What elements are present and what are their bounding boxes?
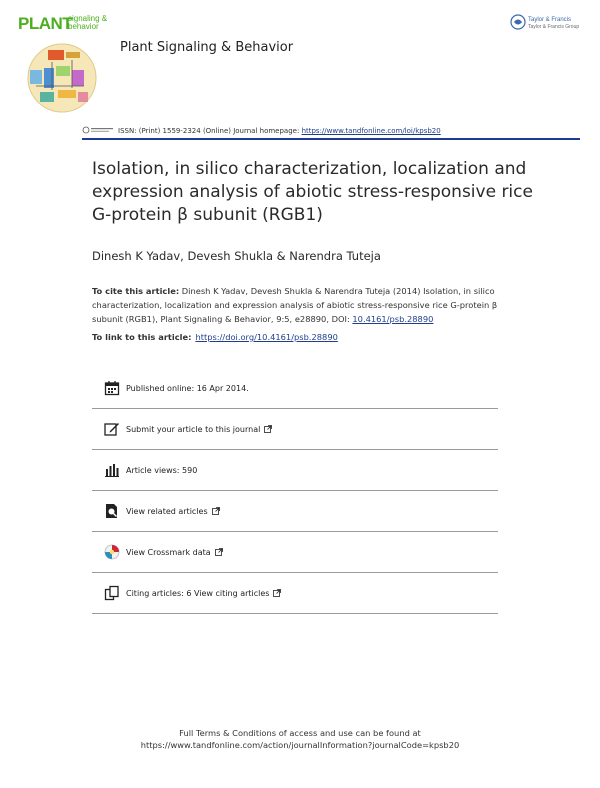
journal-name: Plant Signaling & Behavior — [120, 40, 294, 55]
submit-article-label: Submit your article to this journal — [126, 424, 261, 434]
article-doi-link[interactable]: https://doi.org/10.4161/psb.28890 — [195, 332, 338, 342]
cite-label: To cite this article: — [92, 286, 180, 296]
citation-block — [92, 284, 512, 326]
page-footer — [0, 727, 600, 751]
external-link-icon — [264, 425, 272, 433]
related-articles-link[interactable] — [126, 507, 220, 516]
link-label: To link to this article: — [92, 332, 192, 342]
cite-doi-link[interactable]: 10.4161/psb.28890 — [352, 314, 434, 324]
info-related-articles[interactable] — [92, 491, 498, 532]
publisher-small-logo-icon — [82, 126, 114, 134]
bar-chart-icon — [100, 460, 124, 480]
journal-cover-image — [22, 40, 104, 120]
publisher-group: Taylor & Francis Group — [528, 24, 580, 30]
external-link-icon — [212, 507, 220, 515]
info-citing-articles[interactable] — [92, 573, 498, 614]
related-articles-label: View related articles — [126, 506, 208, 516]
cover-subtitle: signaling & behavior — [68, 14, 108, 31]
published-date-text: Published online: 16 Apr 2014. — [126, 383, 249, 393]
crossmark-label: View Crossmark data — [126, 547, 211, 557]
crossmark-icon — [100, 542, 124, 562]
header-divider — [82, 138, 580, 140]
info-submit-article[interactable] — [92, 409, 498, 450]
article-link-row — [92, 332, 338, 342]
cite-text: Dinesh K Yadav, Devesh Shukla & Narendra Tuteja (2014) Isolation, in silico characterization, localization and expression analysis of abiotic stress-responsive rice G-protein β subunit (RGB1), Plant Signaling & Behavior, 9:5, e28890, DOI: — [92, 286, 498, 324]
article-info-list — [92, 368, 498, 614]
issn-text: ISSN: (Print) 1559-2324 (Online) Journal homepage: — [118, 127, 300, 135]
crossmark-link[interactable] — [126, 548, 223, 557]
article-title: Isolation, in silico characterization, localization and expression analysis of abiotic stress-responsive rice G-protein β subunit (RGB1) — [92, 159, 533, 225]
publisher-title: Taylor & Francis — [528, 17, 572, 23]
journal-homepage-link[interactable]: https://www.tandfonline.com/loi/kpsb20 — [301, 127, 441, 135]
copy-icon — [100, 583, 124, 603]
edit-icon — [100, 419, 124, 439]
info-crossmark[interactable] — [92, 532, 498, 573]
external-link-icon — [273, 589, 281, 597]
magnify-icon — [100, 501, 124, 521]
publisher-name — [528, 17, 579, 31]
calendar-icon — [100, 378, 124, 398]
info-published — [92, 368, 498, 409]
publisher-logo-icon — [510, 14, 526, 30]
issn-row — [82, 126, 441, 135]
submit-article-link[interactable] — [126, 425, 272, 434]
footer-terms-link[interactable]: https://www.tandfonline.com/action/journalInformation?journalCode=kpsb20 — [140, 740, 460, 750]
article-views-text: Article views: 590 — [126, 465, 198, 475]
article-authors: Dinesh K Yadav, Devesh Shukla & Narendra Tuteja — [92, 249, 381, 263]
citing-articles-link[interactable] — [126, 589, 281, 598]
footer-terms-text: Full Terms & Conditions of access and use can be found at — [179, 728, 421, 738]
info-article-views — [92, 450, 498, 491]
cover-title: PLANT — [18, 14, 73, 33]
external-link-icon — [215, 548, 223, 556]
citing-articles-label: Citing articles: 6 View citing articles — [126, 588, 270, 598]
